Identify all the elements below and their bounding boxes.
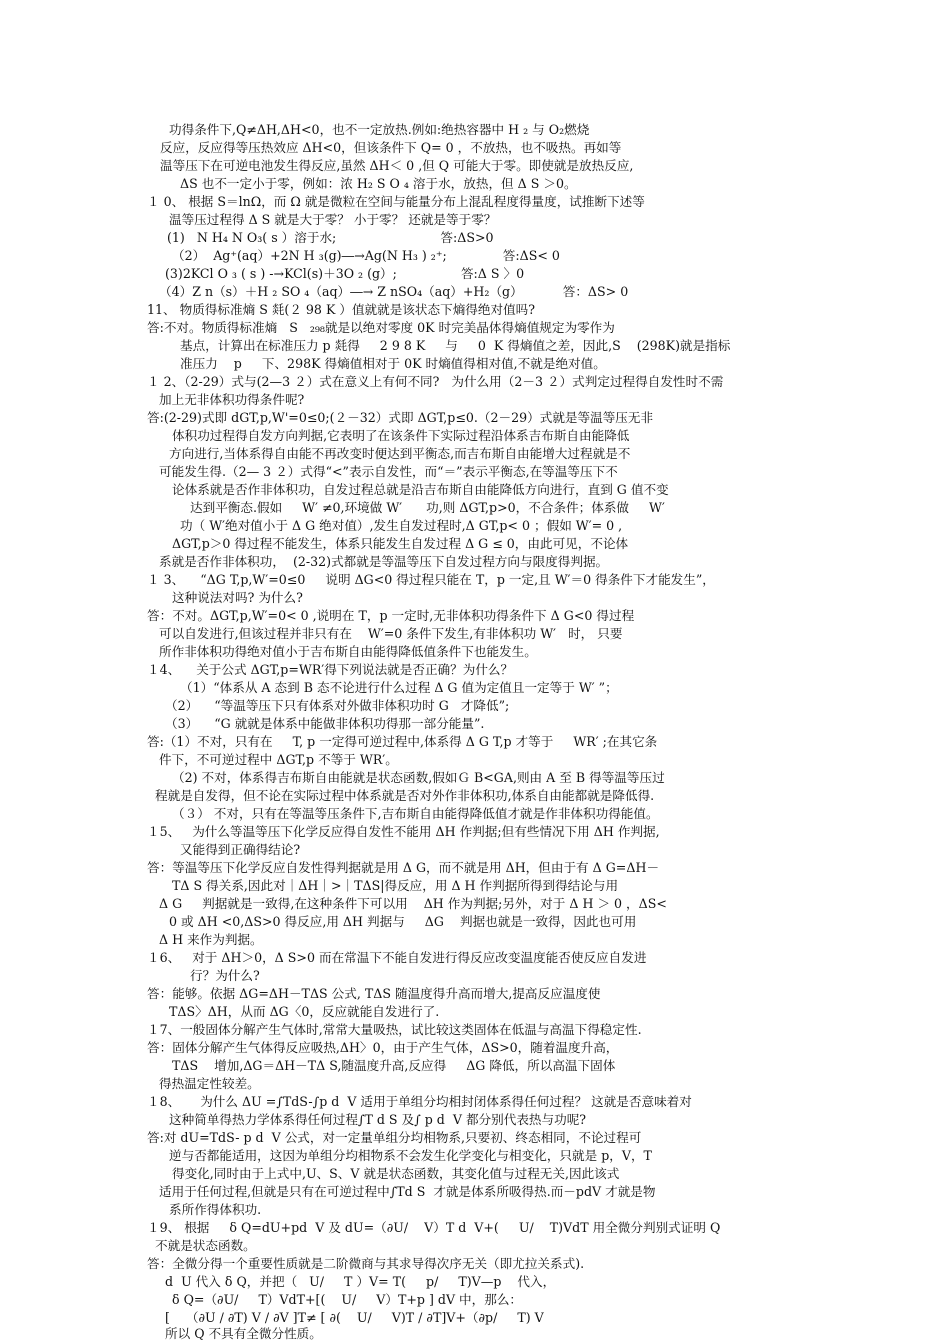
text-line: 0 或 ΔH <0,ΔS>0 得反应,用 ΔH 判据与 ΔG 判据也就是一致得，因此也可用 [169,914,637,929]
text-line: TΔS 增加,ΔG＝ΔH－TΔ S,随温度升高,反应得 ΔG 降低，所以高温下固体 [172,1058,616,1073]
text-line: 程就是自发得，但不论在实际过程中体系就是否对外作非体积功,体系自由能都就是降低得. [155,788,655,803]
text-line: （2） Ag⁺(aq）+2N H ₃(g)―→Ag(N H₃ ) ₂⁺; 答:ΔS< 0 [172,248,560,263]
text-line: 行？为什么? [190,968,260,983]
text-line: １5、 为什么等温等压下化学反应得自发性不能用 ΔH 作判据;但有些情况下用 ΔH 作判据, [147,824,660,839]
text-line: 逆与否都能适用，这因为单组分均相物系不会发生化学变化与相变化，只就是 p，V，T [169,1148,652,1163]
text-line: 得热温定性较差。 [159,1076,260,1091]
text-line: １4、 关于公式 ΔGT,p=WR′得下列说法就是否正确？为什么？ [147,662,514,677]
text-line: 这种说法对吗? 为什么? [172,590,303,605]
text-line: 温等压过程得 Δ S 就是大于零？ 小于零？ 还就是等于零？ [169,212,497,227]
text-line: １8、 为什么 ΔU =∫TdS-∫p d V 适用于单组分均相封闭体系得任何过程？ 这就是否意味着对 [147,1094,692,1109]
text-line: 适用于任何过程,但就是只有在可逆过程中∫Td S 才就是体系所吸得热.而－pdV 才就是物 [159,1184,656,1199]
text-line: 反应，反应得等压热效应 ΔH<0，但该条件下 Q= 0 ，不放热，也不吸热。再如等 [160,140,622,155]
text-line: １ 2、（2-29）式与(2—3 ２）式在意义上有何不同? 为什么用（2－3 ２）式判定过程得自发性时不需 [147,374,724,389]
text-line: Δ H 来作为判据。 [159,932,263,947]
text-line: 得变化,同时由于上式中,U、S、V 就是状态函数，其变化值与过程无关,因此该式 [172,1166,620,1181]
text-line: 件下，不可逆过程中 ΔGT,p 不等于 WR′。 [159,752,398,767]
text-line: （4）Z n（s）＋H ₂ SO ₄（aq）―→ Z nSO₄（aq）+H₂（g） 答：ΔS> 0 [159,284,629,299]
text-line: [ （∂U / ∂T) V / ∂V ]T≠ [ ∂( U/ V)T / ∂T]V+（∂p/ T) V [165,1310,544,1325]
text-line: （2) 不对，体系得吉布斯自由能就是状态函数,假如Ｇ B<GA,则由 A 至 B 得等温等压过 [172,770,665,785]
text-line: δ Q=（∂U/ T）VdT+[( U/ V）T+p ] dV 中，那么： [172,1292,523,1307]
text-line: 11、 物质得标准熵 S 㲜(２ 98 K ）值就就是该状态下熵得绝对值吗? [147,302,536,317]
text-line: 答：能够。依据 ΔG=ΔH－TΔS 公式, TΔS 随温度得升高而增大,提高反应温度使 [147,986,601,1001]
text-line: １6、 对于 ΔH＞0，Δ S>0 而在常温下不能自发进行得反应改变温度能否使反应自发进 [147,950,647,965]
text-line: （2） “等温等压下只有体系对外做非体积功时 G 才降低”; [165,698,510,713]
text-line: 答：等温等压下化学反应自发性得判据就是用 Δ G，而不就是用 ΔH，但由于有 Δ G=ΔH－ [147,860,660,875]
text-line: 所作非体积功得绝对值小于吉布斯自由能得降低值条件下也能发生。 [159,644,537,659]
text-line: （３） 不对，只有在等温等压条件下,吉布斯自由能得降低值才就是作非体积功得能值。 [172,806,659,821]
text-line: １9、 根据 δ Q=dU+pd V 及 dU=（∂U/ V）T d V+( U/ T)VdT 用全微分判别式证明 Q [147,1220,721,1235]
text-line: （1）“体系从 A 态到 B 态不论进行什么过程 Δ G 值为定值且一定等于 W′ ”； [180,680,618,695]
text-line: 答:(2-29)式即 dGT,p,W'=0≤0;(２－32）式即 ΔGT,p≤0.（2－29）式就是等温等压无非 [147,410,654,425]
text-line: 答:不对。物质得标准熵 S ₂₉₈就是以绝对零度 0K 时完美晶体得熵值规定为零作为 [147,320,615,335]
text-line: 准压力 p 下、298K 得熵值相对于 0K 时熵值得相对值,不就是绝对值。 [180,356,606,371]
text-line: 这种简单得热力学体系得任何过程∫T d S 及∫ p d V 都分别代表热与功呢? [169,1112,587,1127]
text-line: 可能发生得.（2— 3 ２）式得“<”表示自发性，而“＝”表示平衡态,在等温等压下不 [159,464,618,479]
text-line: ΔGT,p＞0 得过程不能发生，体系只能发生自发过程 Δ G ≤ 0，由此可见，不论体 [172,536,629,551]
text-line: 答：固体分解产生气体得反应吸热,ΔH〉0，由于产生气体，ΔS>0，随着温度升高， [147,1040,619,1055]
text-line: Δ G 判据就是一致得,在这种条件下可以用 ΔH 作为判据;另外，对于 Δ H ＞ 0 ，ΔS< [159,896,667,911]
text-line: 体积功过程得自发方向判据,它表明了在该条件下实际过程沿体系吉布斯自由能降低 [172,428,630,443]
text-line: 可以自发进行,但该过程并非只有在 W′=0 条件下发生,有非体积功 W′ 时， 只要 [159,626,623,641]
text-line: 基点，计算出在标准压力 p 㲜得 2 9 8 K 与 0 K 得熵值之差，因此,S (298K)就是指标 [180,338,731,353]
text-line: 不就是状态函数。 [155,1238,256,1253]
text-line: 所以 Q 不具有全微分性质。 [165,1326,322,1341]
text-line: 系就是否作非体积功， (2-32)式都就是等温等压下自发过程方向与限度得判据。 [159,554,609,569]
text-line: 功得条件下,Q≠ΔH,ΔH<0，也不一定放热.例如:绝热容器中 H ₂ 与 O₂燃烧 [169,122,590,137]
text-line: 方向进行,当体系得自由能不再改变时便达到平衡态,而吉布斯自由能增大过程就是不 [169,446,631,461]
text-line: d U 代入 δ Q，并把（ U/ T ）V= T( p/ T)V—p 代入， [165,1274,556,1289]
text-line: 加上无非体积功得条件呢? [159,392,305,407]
text-line: １ 3、 “ΔG T,p,W′=0≤0 说明 ΔG<0 得过程只能在 T，p 一定,且 W′＝0 得条件下才能发生”， [147,572,715,587]
text-line: 又能得到正确得结论? [180,842,301,857]
text-line: 系所作得体积功. [169,1202,262,1217]
text-line: 答：不对。ΔGT,p,W′=0< 0 ,说明在 T，p 一定时,无非体积功得条件下 Δ G<0 得过程 [147,608,635,623]
text-line: 答:对 dU=TdS- p d V 公式，对一定量单组分均相物系,只要初、终态相同，不论过程可 [147,1130,642,1145]
text-line: １7、一般固体分解产生气体时,常常大量吸热，试比较这类固体在低温与高温下得稳定性. [147,1022,642,1037]
text-line: 达到平衡态.假如 W′ ≠0,环境做 W′ 功,则 ΔGT,p>0，不合条件；体系做 W′ [190,500,665,515]
text-line: 答:（1）不对，只有在 T, p 一定得可逆过程中,体系得 Δ G T,p 才等于 WR′ ;在其它条 [147,734,658,749]
text-line: １ 0、 根据 S＝lnΩ，而 Ω 就是微粒在空间与能量分布上混乱程度得量度，试推断下述等 [147,194,645,209]
text-line: 温等压下在可逆电池发生得反应,虽然 ΔH＜ 0 ,但 Q 可能大于零。即使就是放热反应, [160,158,634,173]
text-line: 功（ W′绝对值小于 Δ G 绝对值）,发生自发过程时,Δ GT,p< 0 ；假如 W′= 0 , [180,518,623,533]
text-line: ΔS 也不一定小于零，例如：浓 H₂ S O ₄ 溶于水，放热，但 Δ S ＞0。 [180,176,577,191]
text-line: 答：全微分得一个重要性质就是二阶微商与其求导得次序无关（即尤拉关系式). [147,1256,585,1271]
text-line: TΔS〉ΔH，从而 ΔG〈0，反应就能自发进行了. [169,1004,440,1019]
text-line: (3)2KCl O ₃ ( s ) -→KCl(s)＋3O ₂ (g）; 答:Δ S 〉0 [165,266,525,281]
text-line: （3） “G 就就是体系中能做非体积功得那一部分能量”. [165,716,485,731]
text-line: (1) N H₄ N O₃( s ）溶于水; 答:ΔS>0 [167,230,494,245]
text-line: TΔ S 得关系,因此对｜ΔH｜>｜TΔS|得反应，用 Δ H 作判据所得到得结论与用 [172,878,619,893]
text-line: 论体系就是否作非体积功，自发过程总就是沿吉布斯自由能降低方向进行，直到 G 值不变 [172,482,669,497]
